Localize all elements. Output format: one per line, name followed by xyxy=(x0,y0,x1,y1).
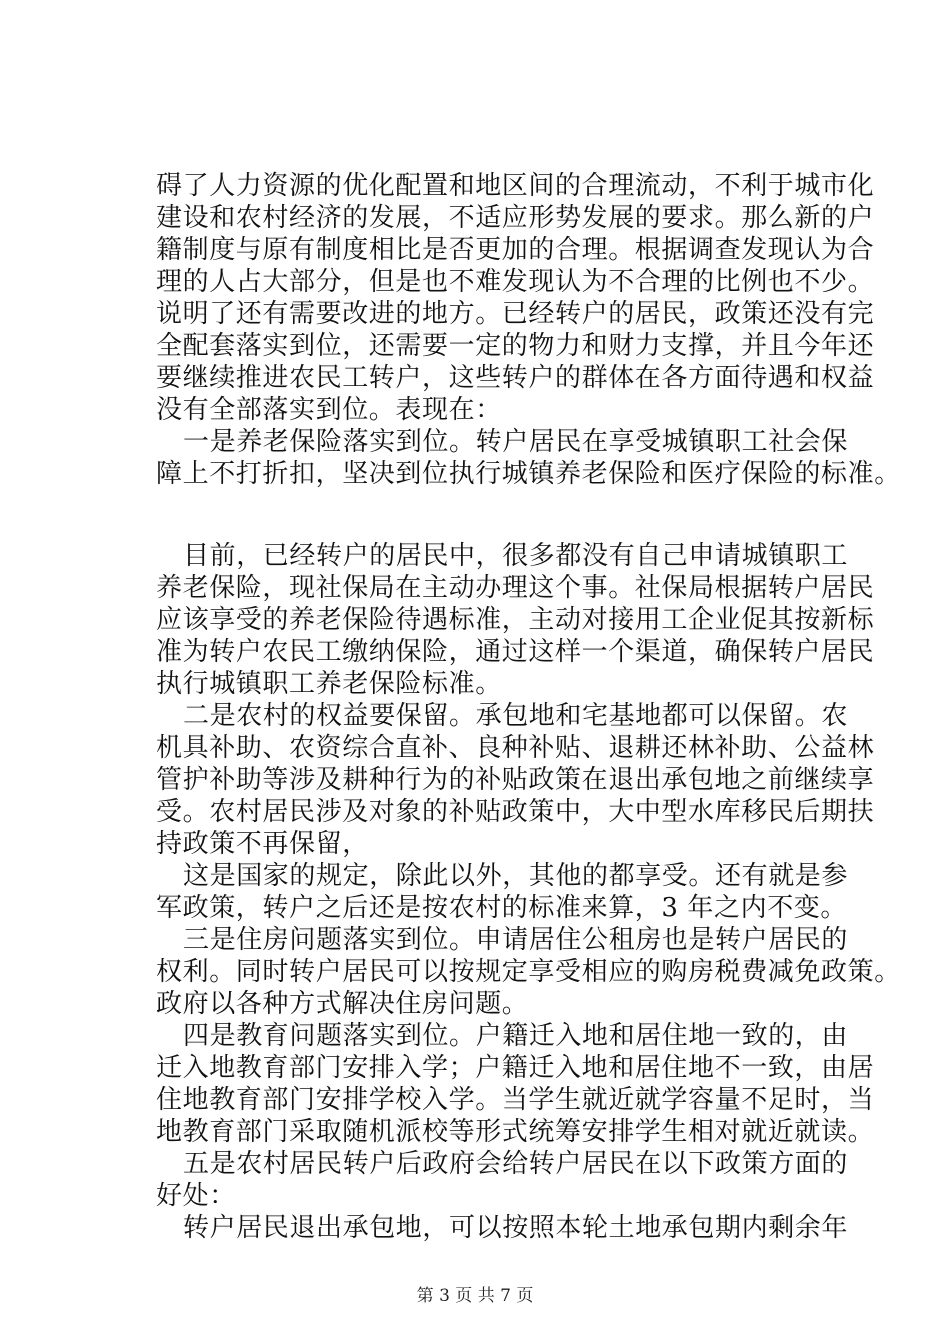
text-line: 管护补助等涉及耕种行为的补贴政策在退出承包地之前继续享 xyxy=(156,765,875,795)
paragraph-start-line: 一是养老保险落实到位。转户居民在享受城镇职工社会保 xyxy=(183,427,849,457)
body-text xyxy=(156,170,901,1244)
paragraph-start-line: 三是住房问题落实到位。申请居住公租房也是转户居民的 xyxy=(183,925,849,955)
text-line: 军政策，转户之后还是按农村的标准来算，3 年之内不变。 xyxy=(156,893,848,923)
text-line: 权利。同时转户居民可以按规定享受相应的购房税费减免政策。 xyxy=(156,957,901,987)
text-line: 理的人占大部分，但是也不难发现认为不合理的比例也不少。 xyxy=(156,267,875,297)
text-line: 受。农村居民涉及对象的补贴政策中，大中型水库移民后期扶 xyxy=(156,797,875,827)
paragraph-start-line: 目前，已经转户的居民中，很多都没有自己申请城镇职工 xyxy=(183,541,849,571)
text-line: 要继续推进农民工转户，这些转户的群体在各方面待遇和权益 xyxy=(156,363,875,393)
text-line: 持政策不再保留， xyxy=(156,829,369,859)
text-line: 政府以各种方式解决住房问题。 xyxy=(156,989,529,1019)
text-line: 迁入地教育部门安排入学；户籍迁入地和居住地不一致，由居 xyxy=(156,1053,875,1083)
text-line: 没有全部落实到位。表现在： xyxy=(156,395,502,425)
text-line: 障上不打折扣，坚决到位执行城镇养老保险和医疗保险的标准。 xyxy=(156,459,901,489)
text-line: 准为转户农民工缴纳保险，通过这样一个渠道，确保转户居民 xyxy=(156,637,875,667)
paragraph-start-line: 这是国家的规定，除此以外，其他的都享受。还有就是参 xyxy=(183,861,849,891)
text-line: 应该享受的养老保险待遇标准，主动对接用工企业促其按新标 xyxy=(156,605,875,635)
paragraph-start-line: 转户居民退出承包地，可以按照本轮土地承包期内剩余年 xyxy=(183,1213,849,1243)
text-line: 执行城镇职工养老保险标准。 xyxy=(156,669,502,699)
text-line: 全配套落实到位，还需要一定的物力和财力支撑，并且今年还 xyxy=(156,331,875,361)
text-line: 说明了还有需要改进的地方。已经转户的居民，政策还没有完 xyxy=(156,299,875,329)
paragraph-start-line: 四是教育问题落实到位。户籍迁入地和居住地一致的，由 xyxy=(183,1021,849,1051)
text-line: 机具补助、农资综合直补、良种补贴、退耕还林补助、公益林 xyxy=(156,733,875,763)
text-line: 地教育部门采取随机派校等形式统筹安排学生相对就近就读。 xyxy=(156,1117,875,1147)
paragraph-start-line: 五是农村居民转户后政府会给转户居民在以下政策方面的 xyxy=(183,1149,849,1179)
text-line: 住地教育部门安排学校入学。当学生就近就学容量不足时，当 xyxy=(156,1085,875,1115)
text-line: 养老保险，现社保局在主动办理这个事。社保局根据转户居民 xyxy=(156,573,875,603)
text-line: 建设和农村经济的发展，不适应形势发展的要求。那么新的户 xyxy=(156,203,875,233)
text-line: 碍了人力资源的优化配置和地区间的合理流动，不利于城市化 xyxy=(156,171,875,201)
text-line: 好处： xyxy=(156,1181,236,1211)
paragraph-start-line: 二是农村的权益要保留。承包地和宅基地都可以保留。农 xyxy=(183,701,849,731)
text-line: 籍制度与原有制度相比是否更加的合理。根据调查发现认为合 xyxy=(156,235,875,265)
page-number-footer: 第 3 页 共 7 页 xyxy=(416,1286,534,1306)
paragraph-gap xyxy=(156,490,846,540)
